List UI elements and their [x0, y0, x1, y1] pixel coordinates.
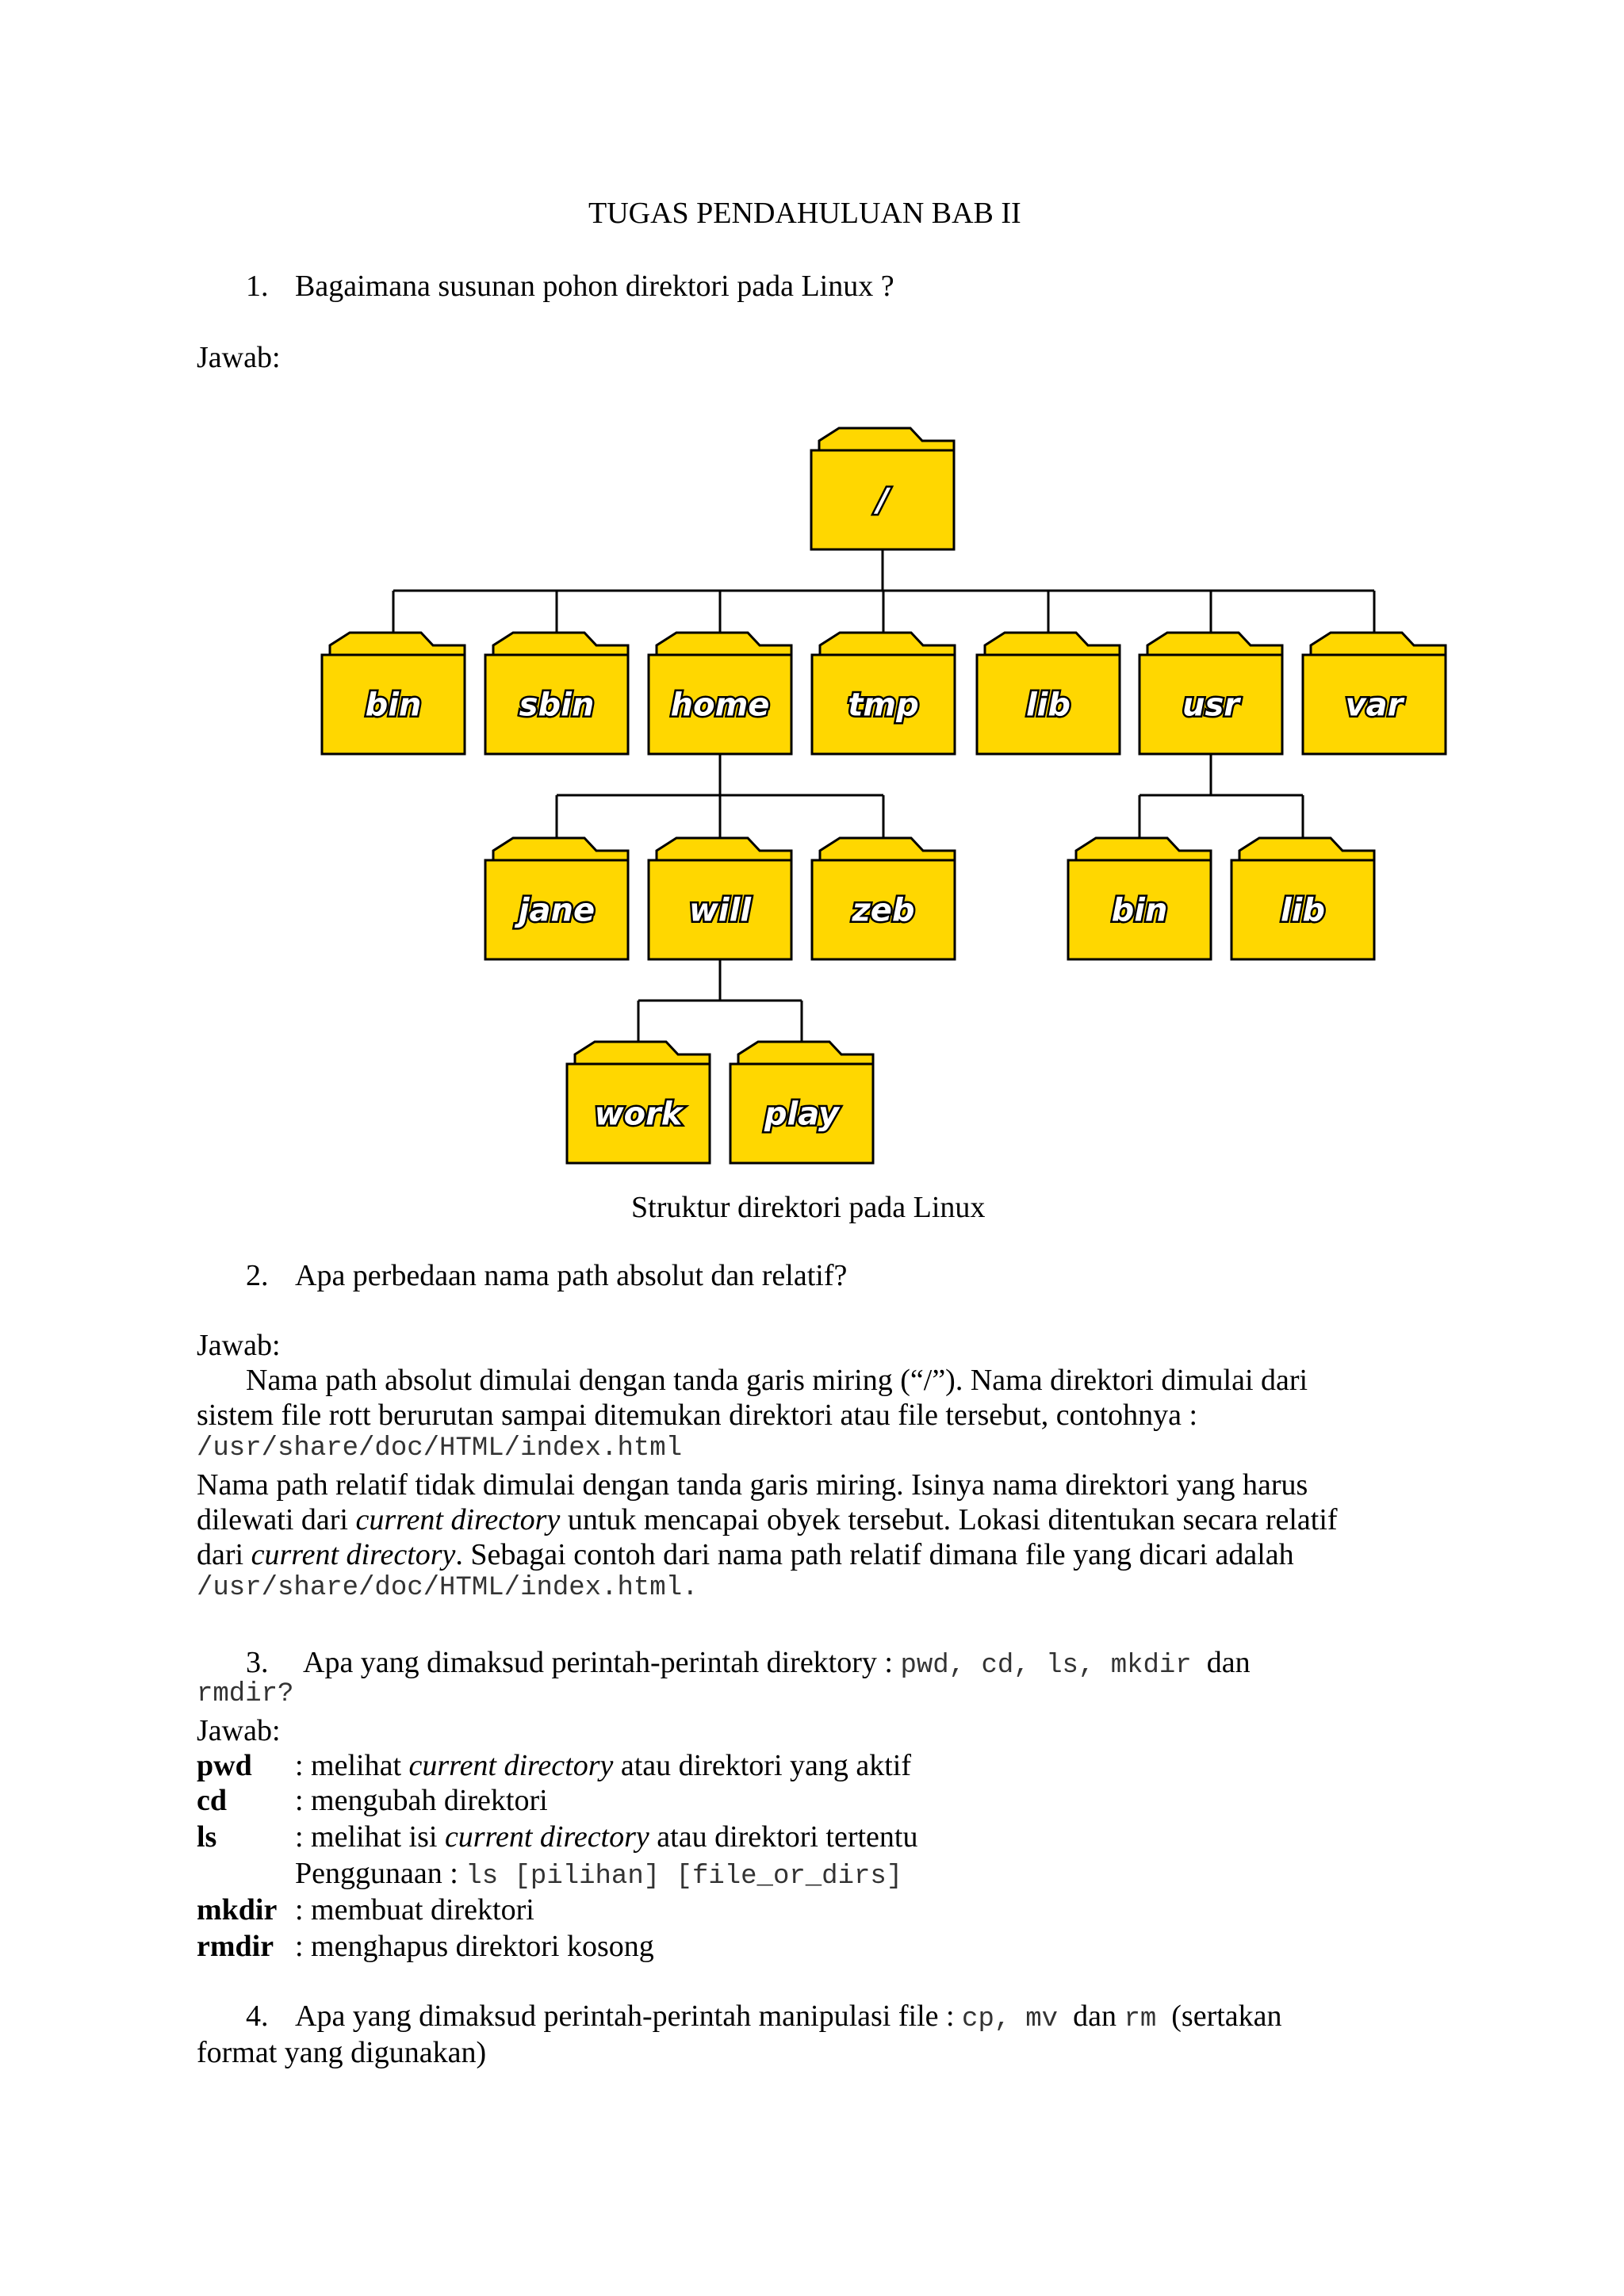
answer-2-label: Jawab: — [197, 1329, 281, 1362]
answer-2-line: Nama path absolut dimulai dengan tanda garis miring (“/”). Nama direktori dimulai dari — [246, 1364, 1308, 1397]
answer-3-label: Jawab: — [197, 1714, 281, 1747]
command-name: ls — [197, 1820, 217, 1854]
folder-sbin — [485, 633, 628, 754]
question-4-number: 4. — [246, 1999, 269, 2033]
question-1-number: 1. — [246, 270, 269, 303]
folder-label: work — [594, 1096, 683, 1133]
folder-label: bin — [1111, 892, 1168, 929]
absolute-path-example: /usr/share/doc/HTML/index.html — [197, 1433, 683, 1464]
folder-label: lib — [1280, 892, 1326, 929]
question-1-text: Bagaimana susunan pohon direktori pada Linux ? — [295, 270, 894, 303]
folder-lib — [977, 633, 1120, 754]
folder-jane — [485, 838, 628, 959]
question-2-text: Apa perbedaan nama path absolut dan relatif? — [295, 1259, 848, 1292]
folder-bin — [1068, 838, 1211, 959]
folder-tmp — [812, 633, 955, 754]
command-description: : menghapus direktori kosong — [295, 1930, 654, 1963]
folder-label: play — [764, 1096, 840, 1133]
command-description: : melihat isi current directory atau direktori tertentu — [295, 1820, 918, 1854]
folder-home — [649, 633, 791, 754]
question-3-rmdir: rmdir? — [197, 1679, 294, 1709]
folder-label: tmp — [848, 687, 919, 724]
command-name: rmdir — [197, 1930, 274, 1963]
command-description: : mengubah direktori — [295, 1784, 548, 1817]
command-description: : melihat current directory atau direktori yang aktif — [295, 1749, 912, 1782]
answer-2-line: Nama path relatif tidak dimulai dengan tanda garis miring. Isinya nama direktori yang harus — [197, 1468, 1308, 1502]
question-3-number: 3. — [246, 1646, 269, 1679]
question-4-text-cont: format yang digunakan) — [197, 2036, 487, 2069]
folder-label: usr — [1182, 687, 1240, 724]
command-name: cd — [197, 1784, 227, 1817]
folder-usr — [1139, 633, 1282, 754]
folder-label: zeb — [852, 892, 915, 929]
command-name: mkdir — [197, 1893, 278, 1927]
page-title: TUGAS PENDAHULUAN BAB II — [588, 197, 1021, 230]
question-3-text: Apa yang dimaksud perintah-perintah direktory : pwd, cd, ls, mkdir dan — [303, 1646, 1251, 1681]
folder-label: sbin — [519, 687, 595, 724]
answer-2-line: dilewati dari current directory untuk mencapai obyek tersebut. Lokasi ditentukan secara relatif — [197, 1503, 1338, 1536]
folder-label: / — [876, 482, 889, 519]
folder-work — [567, 1042, 710, 1163]
diagram-caption: Struktur direktori pada Linux — [631, 1191, 986, 1224]
folder-play — [730, 1042, 873, 1163]
folder-label: jane — [518, 892, 596, 929]
command-name: pwd — [197, 1749, 252, 1782]
answer-1-label: Jawab: — [197, 341, 281, 374]
folder-label: var — [1345, 687, 1404, 724]
folder-will — [649, 838, 791, 959]
folder-root — [811, 428, 954, 549]
folder-zeb — [812, 838, 955, 959]
answer-2-line: sistem file rott berurutan sampai ditemukan direktori atau file tersebut, contohnya : — [197, 1399, 1198, 1432]
folder-label: will — [688, 892, 752, 929]
folder-label: bin — [365, 687, 422, 724]
folder-var — [1303, 633, 1446, 754]
relative-path-example: /usr/share/doc/HTML/index.html. — [197, 1573, 699, 1603]
folder-label: lib — [1025, 687, 1071, 724]
ls-usage: Penggunaan : ls [pilihan] [file_or_dirs] — [295, 1857, 903, 1892]
folder-lib — [1231, 838, 1374, 959]
command-description: : membuat direktori — [295, 1893, 534, 1927]
question-2-number: 2. — [246, 1259, 269, 1292]
folder-bin — [322, 633, 465, 754]
answer-2-line: dari current directory. Sebagai contoh dari nama path relatif dimana file yang dicari adalah — [197, 1538, 1294, 1571]
folder-label: home — [670, 687, 770, 724]
question-4-text: Apa yang dimaksud perintah-perintah manipulasi file : cp, mv dan rm (sertakan — [295, 1999, 1282, 2034]
